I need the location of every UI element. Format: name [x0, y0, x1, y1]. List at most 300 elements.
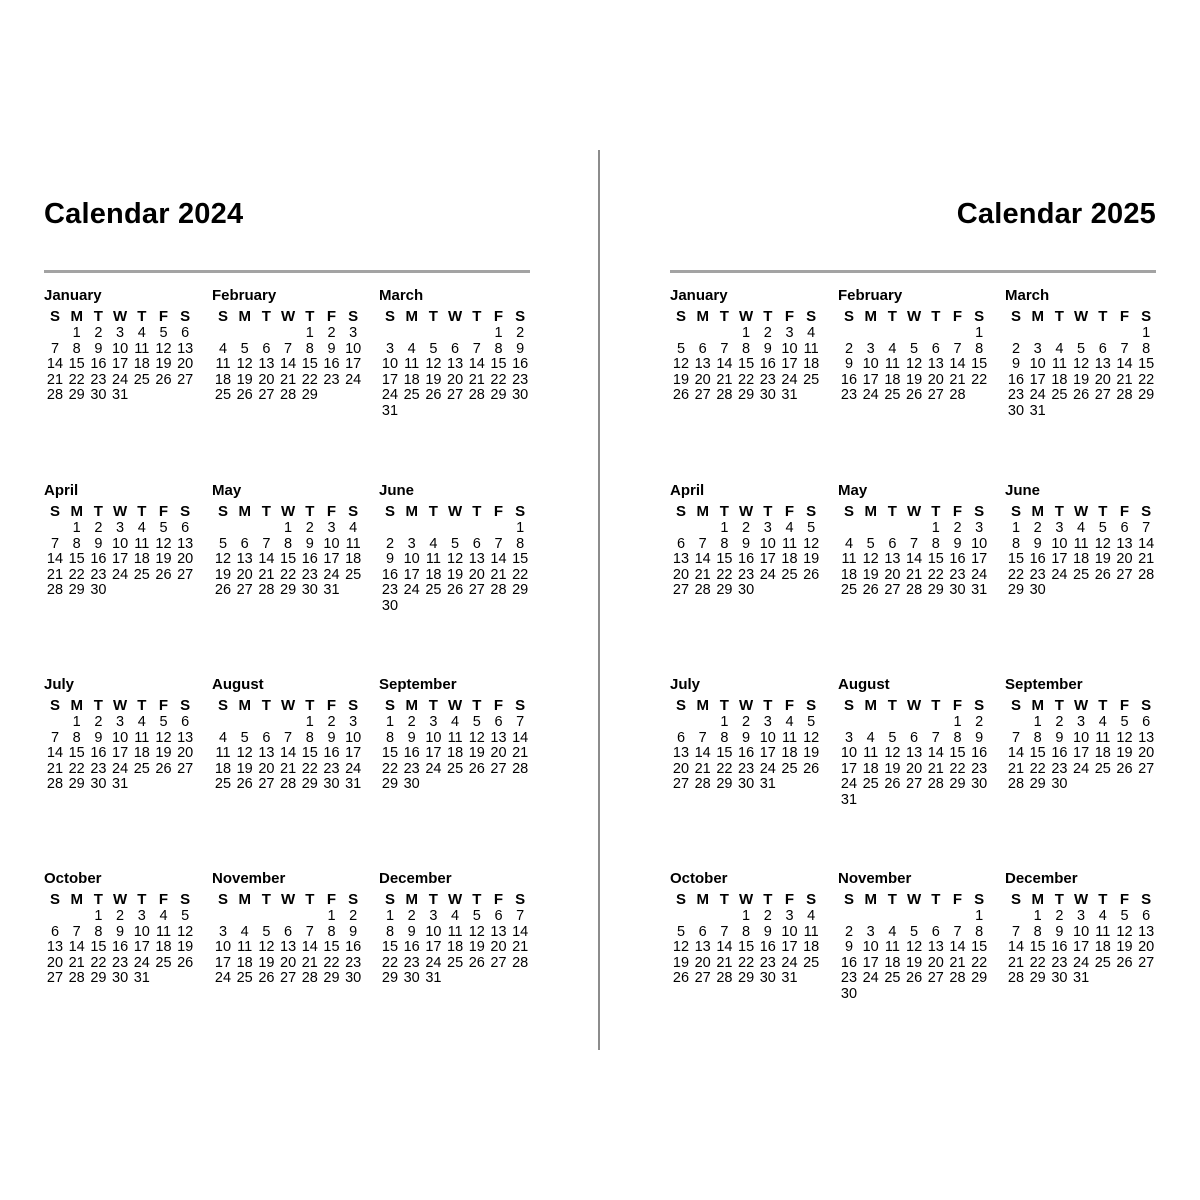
day-cell: 5 [910, 923, 919, 940]
day-cell: 25 [345, 566, 362, 583]
day-cell: 27 [280, 970, 297, 987]
month-name: March [379, 287, 424, 304]
day-cell: 5 [159, 714, 168, 730]
day-cell: 25 [236, 970, 253, 987]
day-cell: 23 [738, 566, 755, 583]
weekday-header: F [493, 503, 504, 520]
day-cell: 4 [1098, 908, 1107, 924]
day-cell: 6 [262, 729, 271, 746]
weekday-header: F [952, 891, 963, 908]
weekday-header: M [405, 308, 418, 325]
day-cell: 10 [112, 729, 129, 746]
day-cell: 25 [1094, 760, 1111, 777]
day-cell: 3 [866, 923, 875, 940]
day-cell: 9 [116, 923, 125, 940]
day-cell: 1 [494, 325, 503, 341]
day-cell: 16 [90, 356, 107, 373]
day-cell: 15 [68, 551, 85, 568]
day-cell: 19 [214, 566, 232, 583]
day-cell: 5 [1098, 520, 1107, 536]
page-title: Calendar 2025 [956, 198, 1156, 230]
day-cell: 20 [906, 760, 923, 777]
day-cell: 7 [72, 923, 81, 940]
day-cell: 4 [785, 714, 794, 730]
day-cell: 10 [862, 356, 879, 373]
weekday-header: F [1119, 891, 1130, 908]
day-cell: 23 [1051, 760, 1068, 777]
day-cell: 29 [971, 970, 988, 987]
day-cell: 16 [381, 566, 399, 583]
day-cell: 1 [1142, 325, 1151, 341]
weekday-header: S [675, 503, 686, 520]
weekday-header: S [1141, 891, 1152, 908]
day-cell: 6 [181, 325, 190, 341]
day-cell: 4 [807, 908, 816, 924]
day-cell: 30 [381, 598, 399, 614]
day-cell: 22 [1007, 566, 1025, 583]
day-cell: 30 [1007, 403, 1025, 419]
day-cell: 13 [490, 923, 507, 940]
day-cell: 7 [931, 729, 940, 746]
day-cell: 22 [512, 566, 529, 583]
day-cell: 1 [72, 325, 81, 341]
day-cell: 26 [236, 387, 253, 404]
day-cell: 29 [280, 582, 297, 599]
weekday-header: M [238, 697, 251, 714]
weekday-header: M [70, 308, 83, 325]
day-cell: 1 [385, 908, 395, 924]
day-cell: 22 [68, 760, 85, 777]
day-cell: 16 [840, 371, 858, 388]
day-cell: 28 [258, 582, 275, 599]
month-name: December [379, 870, 452, 887]
day-cell: 24 [1029, 387, 1046, 404]
day-cell: 31 [425, 970, 442, 987]
weekday-header: T [93, 697, 103, 714]
day-cell: 24 [759, 566, 776, 583]
weekday-header: T [887, 697, 897, 714]
day-cell: 13 [672, 745, 690, 762]
weekday-header: S [675, 891, 686, 908]
day-cell: 3 [763, 714, 772, 730]
day-cell: 6 [910, 729, 919, 746]
day-cell: 12 [155, 535, 172, 552]
day-cell: 6 [262, 340, 271, 357]
day-cell: 17 [345, 745, 362, 762]
day-cell: 25 [840, 582, 858, 599]
weekday-header: W [739, 891, 754, 908]
day-cell: 15 [1007, 551, 1025, 568]
day-cell: 2 [385, 535, 395, 552]
month-name: September [1005, 676, 1083, 693]
day-cell: 21 [46, 371, 64, 388]
month-name: April [670, 482, 705, 499]
weekday-header: T [1098, 503, 1108, 520]
day-cell: 2 [1055, 908, 1064, 924]
weekday-header: T [428, 308, 438, 325]
day-cell: 14 [716, 356, 733, 373]
day-cell: 16 [90, 551, 107, 568]
day-cell: 29 [949, 776, 966, 793]
day-cell: 9 [516, 340, 525, 357]
month-name: May [212, 482, 242, 499]
day-cell: 25 [1073, 566, 1090, 583]
day-cell: 6 [181, 714, 190, 730]
day-cell: 21 [1116, 371, 1133, 388]
weekday-header: S [974, 308, 985, 325]
day-cell: 29 [512, 582, 529, 599]
day-cell: 24 [862, 387, 879, 404]
day-cell: 8 [1033, 923, 1042, 940]
day-cell: 17 [971, 551, 988, 568]
day-cell: 11 [134, 535, 150, 552]
day-cell: 9 [94, 729, 103, 746]
day-cell: 3 [116, 325, 125, 341]
weekday-header: W [281, 503, 296, 520]
weekday-header: W [739, 697, 754, 714]
day-cell: 31 [323, 582, 340, 599]
day-cell: 23 [90, 566, 107, 583]
weekday-header: F [326, 503, 337, 520]
day-cell: 23 [971, 760, 988, 777]
day-cell: 26 [1116, 760, 1133, 777]
day-cell: 29 [1138, 387, 1155, 404]
day-cell: 25 [133, 566, 150, 583]
day-cell: 5 [676, 923, 686, 940]
day-cell: 24 [425, 760, 442, 777]
day-cell: 14 [301, 939, 318, 956]
day-cell: 21 [512, 745, 529, 762]
weekday-header: S [384, 697, 395, 714]
day-cell: 30 [1029, 582, 1046, 599]
day-cell: 24 [759, 760, 776, 777]
day-cell: 11 [863, 745, 879, 762]
month-name: September [379, 676, 457, 693]
day-cell: 11 [803, 923, 819, 940]
day-cell: 20 [177, 551, 194, 568]
day-cell: 23 [949, 566, 966, 583]
day-cell: 26 [906, 970, 923, 987]
weekday-header: T [305, 697, 315, 714]
day-cell: 19 [862, 566, 879, 583]
day-cell: 25 [425, 582, 442, 599]
day-cell: 27 [884, 582, 901, 599]
day-cell: 5 [429, 340, 438, 357]
day-cell: 17 [781, 939, 798, 956]
day-cell: 2 [407, 908, 416, 924]
day-cell: 23 [1007, 387, 1025, 404]
day-cell: 18 [884, 371, 901, 388]
day-cell: 8 [953, 729, 962, 746]
weekday-header: F [784, 308, 795, 325]
day-cell: 17 [1051, 551, 1068, 568]
day-cell: 3 [866, 340, 875, 357]
day-cell: 2 [305, 520, 314, 536]
weekday-header: T [261, 697, 271, 714]
day-cell: 2 [407, 714, 416, 730]
month-name: August [838, 676, 890, 693]
month-name: August [212, 676, 264, 693]
day-cell: 27 [177, 371, 194, 388]
day-cell: 15 [90, 939, 107, 956]
day-cell: 9 [407, 729, 416, 746]
day-cell: 8 [975, 923, 984, 940]
day-cell: 12 [1094, 535, 1111, 552]
day-cell: 3 [218, 923, 228, 940]
day-cell: 7 [698, 535, 707, 552]
weekday-header: M [70, 891, 83, 908]
month-name: October [670, 870, 728, 887]
day-cell: 27 [1138, 954, 1155, 971]
day-cell: 28 [716, 970, 733, 987]
day-cell: 31 [781, 970, 798, 987]
day-cell: 16 [738, 551, 755, 568]
day-cell: 4 [785, 520, 794, 536]
day-cell: 25 [781, 760, 798, 777]
day-cell: 18 [155, 939, 172, 956]
day-cell: 18 [1051, 371, 1068, 388]
day-cell: 2 [763, 325, 772, 341]
day-cell: 16 [112, 939, 129, 956]
day-cell: 9 [349, 923, 358, 940]
day-cell: 10 [403, 551, 420, 568]
day-cell: 5 [240, 340, 249, 357]
weekday-header: T [428, 697, 438, 714]
day-cell: 28 [301, 970, 318, 987]
day-cell: 17 [133, 939, 150, 956]
day-cell: 14 [694, 745, 711, 762]
day-cell: 5 [910, 340, 919, 357]
day-cell: 22 [280, 566, 297, 583]
day-cell: 15 [381, 745, 399, 762]
weekday-header: S [49, 697, 60, 714]
weekday-header: F [784, 697, 795, 714]
day-cell: 4 [1077, 520, 1086, 536]
day-cell: 22 [1029, 760, 1046, 777]
day-cell: 30 [90, 387, 107, 404]
day-cell: 25 [862, 776, 879, 793]
weekday-header: T [305, 891, 315, 908]
day-cell: 30 [403, 776, 420, 793]
weekday-header: T [887, 308, 897, 325]
day-cell: 24 [1073, 954, 1090, 971]
weekday-header: T [719, 503, 729, 520]
day-cell: 24 [345, 760, 362, 777]
day-cell: 31 [133, 970, 150, 987]
day-cell: 13 [906, 745, 923, 762]
day-cell: 11 [781, 535, 798, 552]
weekday-header: T [887, 503, 897, 520]
day-cell: 7 [1011, 923, 1021, 940]
day-cell: 10 [381, 356, 399, 373]
day-cell: 13 [694, 356, 711, 373]
weekday-header: S [1010, 697, 1021, 714]
day-cell: 29 [301, 387, 318, 404]
weekday-header: S [217, 697, 228, 714]
day-cell: 20 [490, 745, 507, 762]
weekday-header: W [1074, 308, 1089, 325]
day-cell: 4 [429, 535, 438, 552]
day-cell: 18 [214, 371, 232, 388]
day-cell: 21 [468, 371, 485, 388]
day-cell: 16 [301, 551, 318, 568]
day-cell: 28 [512, 954, 529, 971]
day-cell: 13 [258, 745, 275, 762]
weekday-header: M [238, 891, 251, 908]
weekday-header: T [137, 308, 147, 325]
day-cell: 1 [327, 908, 336, 924]
day-cell: 16 [1029, 551, 1046, 568]
day-cell: 22 [68, 371, 85, 388]
day-cell: 7 [1120, 340, 1129, 357]
day-cell: 8 [1011, 535, 1021, 552]
day-cell: 28 [906, 582, 923, 599]
day-cell: 3 [1077, 908, 1086, 924]
day-cell: 8 [516, 535, 525, 552]
day-cell: 20 [177, 356, 194, 373]
weekday-header: S [843, 697, 854, 714]
day-cell: 31 [971, 582, 988, 599]
day-cell: 14 [1007, 745, 1025, 762]
weekday-header: F [952, 503, 963, 520]
day-cell: 12 [258, 939, 275, 956]
day-cell: 5 [472, 908, 481, 924]
weekday-header: W [739, 308, 754, 325]
day-cell: 20 [258, 371, 275, 388]
day-cell: 13 [177, 729, 194, 746]
day-cell: 28 [280, 776, 297, 793]
weekday-header: W [1074, 503, 1089, 520]
day-cell: 11 [841, 551, 857, 568]
day-cell: 4 [888, 340, 897, 357]
day-cell: 12 [884, 745, 901, 762]
day-cell: 10 [133, 923, 150, 940]
weekday-header: S [49, 891, 60, 908]
weekday-header: F [326, 308, 337, 325]
weekday-header: S [974, 503, 985, 520]
day-cell: 9 [763, 923, 772, 940]
weekday-header: S [515, 308, 526, 325]
day-cell: 17 [112, 745, 129, 762]
day-cell: 22 [68, 566, 85, 583]
day-cell: 18 [447, 939, 464, 956]
day-cell: 18 [403, 371, 420, 388]
weekday-header: T [1054, 697, 1064, 714]
day-cell: 13 [236, 551, 253, 568]
day-cell: 8 [305, 729, 314, 746]
day-cell: 4 [407, 340, 416, 357]
weekday-header: S [1010, 308, 1021, 325]
day-cell: 6 [1142, 714, 1151, 730]
day-cell: 6 [698, 340, 707, 357]
weekday-header: T [261, 891, 271, 908]
day-cell: 18 [884, 954, 901, 971]
day-cell: 9 [742, 729, 751, 746]
day-cell: 7 [50, 729, 60, 746]
weekday-header: T [763, 308, 773, 325]
day-cell: 15 [716, 745, 733, 762]
day-cell: 18 [862, 760, 879, 777]
day-cell: 27 [672, 582, 690, 599]
weekday-header: T [472, 503, 482, 520]
weekday-header: W [907, 308, 922, 325]
day-cell: 29 [738, 387, 755, 404]
day-cell: 25 [1051, 387, 1068, 404]
day-cell: 26 [672, 387, 690, 404]
day-cell: 6 [494, 714, 503, 730]
day-cell: 16 [403, 939, 420, 956]
day-cell: 24 [425, 954, 442, 971]
day-cell: 23 [512, 371, 529, 388]
day-cell: 17 [345, 356, 362, 373]
day-cell: 10 [1051, 535, 1068, 552]
day-cell: 15 [280, 551, 297, 568]
day-cell: 29 [301, 776, 318, 793]
day-cell: 18 [781, 745, 798, 762]
day-cell: 13 [258, 356, 275, 373]
day-cell: 4 [137, 325, 146, 341]
day-cell: 2 [742, 520, 751, 536]
day-cell: 8 [327, 923, 336, 940]
day-cell: 26 [155, 760, 172, 777]
day-cell: 28 [1138, 566, 1155, 583]
day-cell: 4 [451, 908, 460, 924]
weekday-header: T [1098, 891, 1108, 908]
day-cell: 28 [512, 760, 529, 777]
day-cell: 30 [112, 970, 129, 987]
day-cell: 14 [1138, 535, 1155, 552]
day-cell: 15 [512, 551, 529, 568]
day-cell: 10 [112, 340, 129, 357]
day-cell: 18 [425, 566, 442, 583]
day-cell: 15 [927, 551, 944, 568]
weekday-header: F [326, 697, 337, 714]
day-cell: 17 [1029, 371, 1046, 388]
day-cell: 29 [927, 582, 944, 599]
day-cell: 2 [94, 714, 103, 730]
day-cell: 1 [72, 714, 81, 730]
weekday-header: S [348, 503, 359, 520]
day-cell: 20 [177, 745, 194, 762]
weekday-header: M [70, 697, 83, 714]
weekday-header: M [405, 503, 418, 520]
day-cell: 7 [516, 908, 525, 924]
day-cell: 24 [971, 566, 988, 583]
day-cell: 23 [759, 954, 776, 971]
weekday-header: S [1141, 308, 1152, 325]
day-cell: 18 [133, 356, 150, 373]
day-cell: 16 [345, 939, 362, 956]
day-cell: 13 [447, 356, 464, 373]
day-cell: 11 [404, 356, 420, 373]
day-cell: 18 [1094, 745, 1111, 762]
day-cell: 6 [1098, 340, 1107, 357]
day-cell: 16 [738, 745, 755, 762]
weekday-header: F [1119, 697, 1130, 714]
day-cell: 13 [1138, 923, 1155, 940]
weekday-header: F [158, 697, 169, 714]
title-rule [44, 270, 530, 273]
day-cell: 1 [975, 325, 984, 341]
weekday-header: M [864, 891, 877, 908]
weekday-header: M [238, 308, 251, 325]
weekday-header: S [515, 891, 526, 908]
day-cell: 15 [971, 356, 988, 373]
day-cell: 9 [953, 535, 962, 552]
day-cell: 20 [672, 566, 690, 583]
day-cell: 30 [1051, 776, 1068, 793]
weekday-header: S [806, 697, 817, 714]
